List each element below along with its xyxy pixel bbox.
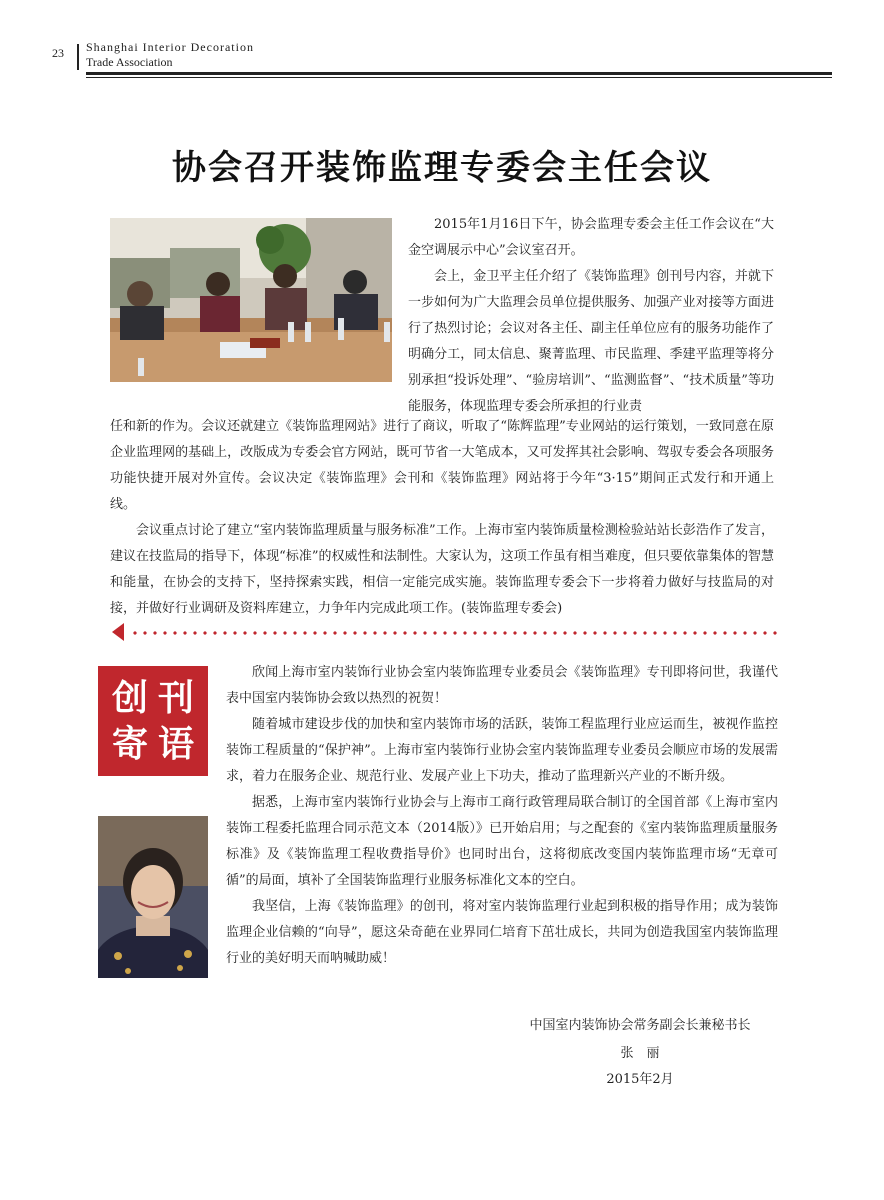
foreword-paragraph: 欣闻上海市室内装饰行业协会室内装饰监理专业委员会《装饰监理》专刊即将问世，我谨代表中国室内装饰协会致以热烈的祝贺！ [226,665,778,706]
article-column [408,212,774,420]
section-divider [110,622,778,642]
signature-date: 2015年2月 [606,1072,674,1087]
foreword-body [226,660,778,972]
author-portrait [98,816,208,978]
heading-char: 创 [111,677,148,719]
article-paragraph: 任和新的作为。会议还就建立《装饰监理网站》进行了商议，听取了“陈辉监理”专业网站的运行策划，一致同意在原企业监理网的基础上，改版成为专委会官方网站，既可节省一大笔成本，又可发挥其社会影响、驾驭专委会各项服务功能快捷开展对外宣传。会议决定《装饰监理》会刊和《装饰监理》网站将于今年“3·15”期间正式发行和开通上线。 [110,419,774,512]
article-body [110,414,774,622]
article-title: 协会召开装饰监理专委会主任会议 [172,148,712,188]
header-rule-thin [86,77,832,78]
article-paragraph: 会上，金卫平主任介绍了《装饰监理》创刊号内容，并就下一步如何为广大监理会员单位提供服务、加强产业对接等方面进行了热烈讨论；会议对各主任、副主任单位应有的服务功能作了明确分工，同太信息、聚菁监理、市民监理、季建平监理等将分别承担“投诉处理”、“验房培训”、“监测监督”、“技术质量”等功能服务，体现监理专委会所承担的行业责 [408,269,774,414]
signature-organization: 中国室内装饰协会常务副会长兼秘书长 [529,1018,751,1033]
publisher-name-line2: Trade Association [86,55,173,69]
page-header [52,38,832,78]
heading-char: 寄 [111,723,148,765]
dotted-line [130,631,778,635]
foreword-paragraph: 据悉，上海市室内装饰行业协会与上海市工商行政管理局联合制订的全国首部《上海市室内装饰工程委托监理合同示范文本（2014版）》已开始启用；与之配套的《室内装饰监理质量服务标准》及《装饰监理工程收费指导价》也同时出台，这将彻底改变国内装饰监理市场“无章可循”的局面，填补了全国装饰监理行业服务标准化文本的空白。 [226,795,778,888]
foreword-paragraph: 随着城市建设步伐的加快和室内装饰市场的活跃，装饰工程监理行业应运而生，被视作监控装饰工程质量的“保护神”。上海市室内装饰行业协会室内装饰监理专业委员会顺应市场的发展需求，着力在服务企业、规范行业、发展产业上下功夫，推动了监理新兴产业的不断升级。 [226,717,778,784]
foreword-heading-box [98,666,208,776]
article-paragraph: 会议重点讨论了建立“室内装饰监理质量与服务标准”工作。上海市室内装饰质量检测检验站站长彭浩作了发言，建议在技监局的指导下，体现“标准”的权威性和法制性。大家认为，这项工作虽有相当难度，但只要依靠集体的智慧和能量，在协会的支持下，坚持探索实践，相信一定能完成实施。装饰监理专委会下一步将着力做好与技监局的对接，并做好行业调研及资料库建立，力争年内完成此项工作。(装饰监理专委会) [110,523,774,616]
publisher-name-line1: Shanghai Interior Decoration [86,40,254,54]
heading-char: 语 [157,723,194,765]
signature-name: 张 丽 [620,1046,660,1061]
header-divider [77,44,79,70]
article-paragraph: 2015年1月16日下午，协会监理专委会主任工作会议在“大金空调展示中心”会议室召开。 [408,217,774,258]
meeting-photo [110,218,392,382]
heading-char: 刊 [157,677,194,719]
triangle-ornament-icon [110,622,126,642]
header-rule-thick [86,72,832,75]
foreword-paragraph: 我坚信，上海《装饰监理》的创刊，将对室内装饰监理行业起到积极的指导作用；成为装饰监理企业信赖的“向导”，愿这朵奇葩在业界同仁培育下茁壮成长，共同为创造我国室内装饰监理行业的美好明天而呐喊助威！ [226,899,778,966]
page-number: 23 [52,46,64,60]
